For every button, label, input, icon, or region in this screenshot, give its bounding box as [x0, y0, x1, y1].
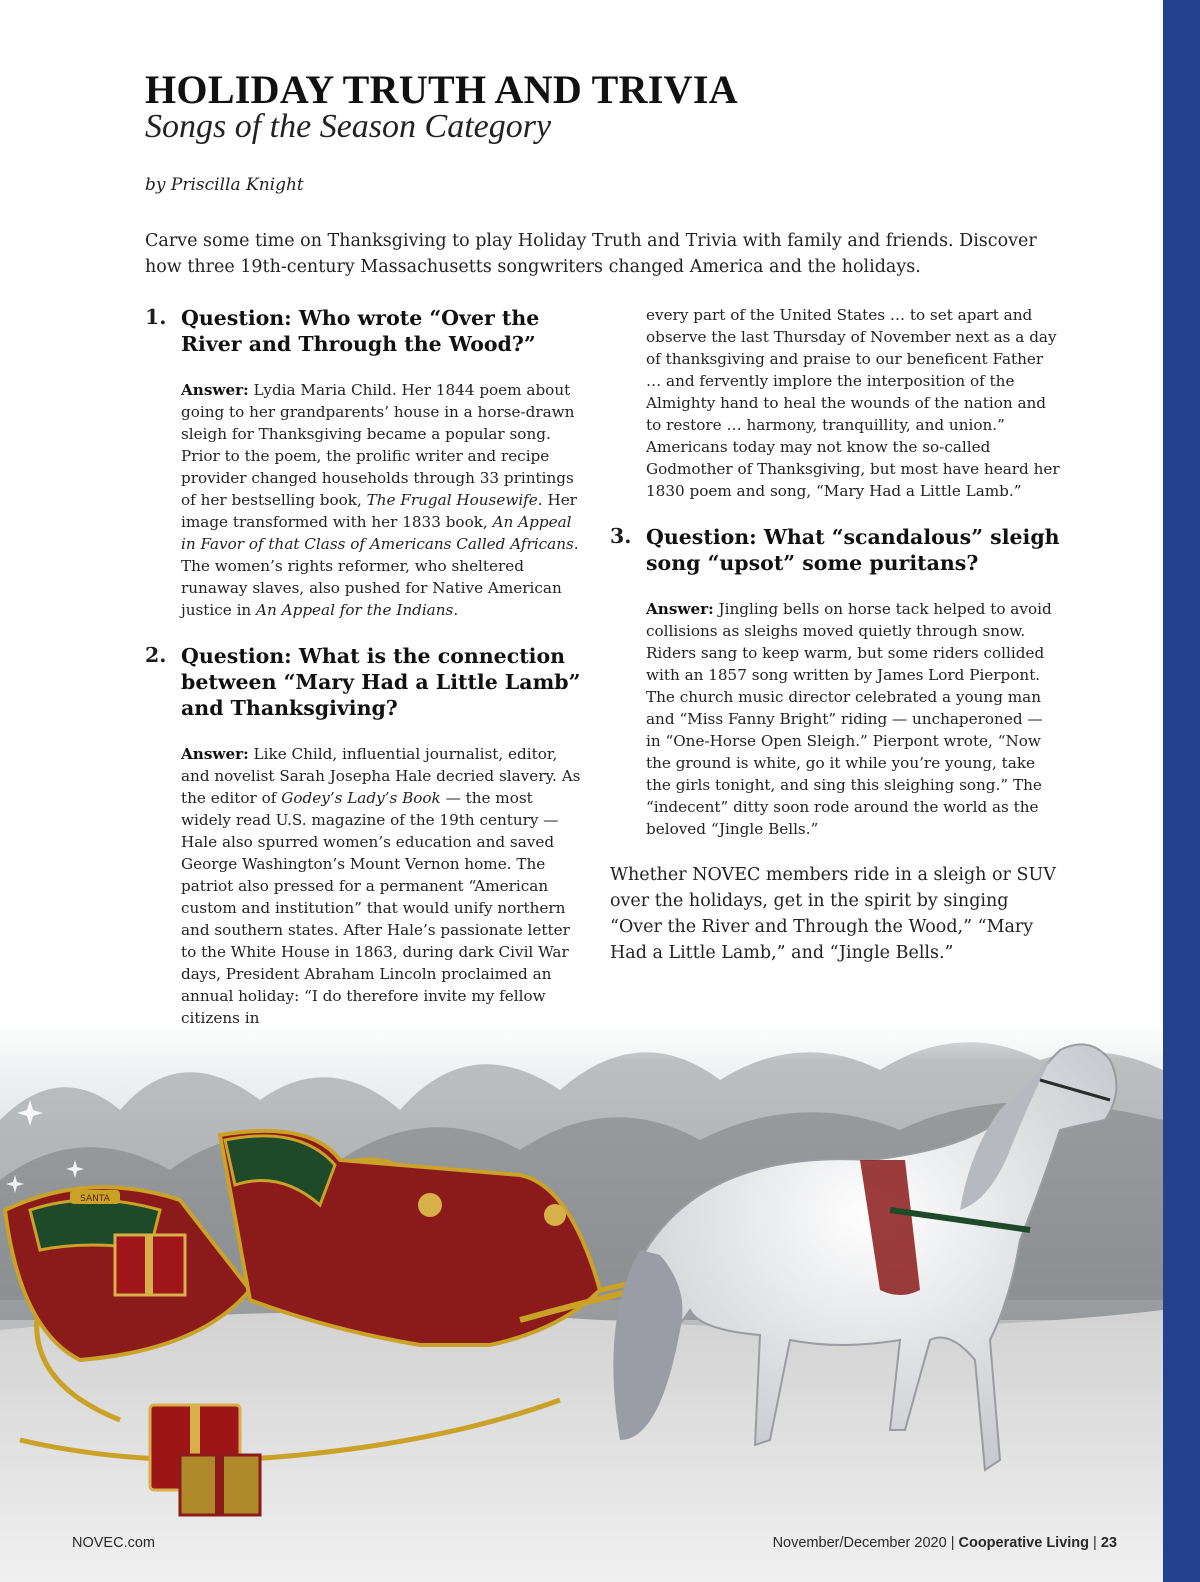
answer-text: Jingling bells on horse tack helped to avoid collisions as sleighs moved quietly through snow. Riders sang to keep warm, but some riders collided with an 1857 song written by James Lord Pierpont. The church music director celebrated a young man and “Miss Fanny Bright” riding — unchaperoned — in “One-Horse Open Sleigh.” Pierpont wrote, “Now the ground is white, go it while you’re young, take the girls tonight, and sing this sleighing song.” The “indecent” ditty soon rode around the world as the beloved “Jingle Bells.” — [646, 600, 1052, 838]
byline: by Priscilla Knight — [145, 175, 304, 195]
answer-text: Like Child, influential journalist, editor, and novelist Sarah Josepha Hale decried slavery. As the editor of — [181, 745, 581, 807]
answer-label: Answer: — [181, 381, 249, 399]
question-1 — [145, 305, 585, 357]
question-heading: Question: Who wrote “Over the River and Through the Wood?” — [181, 306, 540, 356]
sleigh-horse-illustration — [0, 1000, 1163, 1582]
answer-2 — [181, 743, 585, 1029]
answer-text: . The women’s rights reformer, who sheltered runaway slaves, also pushed for Native American justice in — [181, 535, 579, 619]
footer-issue-info — [773, 1535, 1117, 1551]
left-column — [145, 305, 585, 1029]
page-number: 23 — [1100, 1535, 1117, 1551]
intro-paragraph: Carve some time on Thanksgiving to play Holiday Truth and Trivia with family and friends. Discover how three 19th-century Massachusetts songwriters changed America and the holidays. — [145, 231, 1037, 277]
question-3 — [610, 524, 1060, 576]
answer-label: Answer: — [181, 745, 249, 763]
answer-label: Answer: — [646, 600, 714, 618]
answer-text: — the most widely read U.S. magazine of the 19th century — Hale also spurred women’s education and saved George Washington’s Mount Vernon home. The patriot also pressed for a permanent “American custom and institution” that would unify northern and southern states. After Hale’s passionate letter to the White House in 1863, during dark Civil War days, President Abraham Lincoln proclaimed an annual holiday: “I do therefore invite my fellow citizens in — [181, 789, 570, 1027]
book-title: Godey’s Lady’s Book — [281, 789, 441, 807]
footer-separator: | — [946, 1535, 959, 1551]
answer-3 — [646, 598, 1060, 840]
article-title: HOLIDAY TRUTH AND TRIVIA — [145, 67, 738, 112]
footer-site: NOVEC.com — [72, 1535, 155, 1551]
right-column — [610, 304, 1060, 966]
footer-magazine: Cooperative Living — [958, 1535, 1090, 1551]
side-accent-bar — [1163, 0, 1200, 1582]
book-title: An Appeal in Favor of that Class of Americans Called Africans — [181, 513, 574, 553]
question-heading: Question: What is the connection between “Mary Had a Little Lamb” and Thanksgiving? — [181, 644, 581, 720]
book-title: The Frugal Housewife — [366, 491, 538, 509]
closing-paragraph: Whether NOVEC members ride in a sleigh or SUV over the holidays, get in the spirit by singing “Over the River and Through the Wood,” “Mary Had a Little Lamb,” and “Jingle Bells.” — [610, 865, 1056, 963]
answer-1 — [181, 379, 585, 621]
footer-issue: November/December 2020 — [772, 1535, 947, 1551]
question-number: 2. — [145, 643, 167, 667]
answer-text: . — [453, 601, 459, 619]
answer-text: Lydia Maria Child. Her 1844 poem about going to her grandparents’ house in a horse-drawn sleigh for Thanksgiving became a popular song. Prior to the poem, the prolific writer and recipe provider changed households through 33 printings of her bestselling book, — [181, 381, 575, 509]
article-subtitle: Songs of the Season Category — [145, 108, 552, 145]
question-number: 1. — [145, 305, 167, 329]
question-heading: Question: What “scandalous” sleigh song “upsot” some puritans? — [646, 525, 1060, 575]
answer-text: . Her image transformed with her 1833 book, — [181, 491, 577, 531]
question-2 — [145, 643, 585, 721]
question-number: 3. — [610, 524, 632, 548]
footer-separator: | — [1089, 1535, 1101, 1551]
book-title: An Appeal for the Indians — [256, 601, 454, 619]
answer-2-continued: every part of the United States … to set apart and observe the last Thursday of November next as a day of thanksgiving and praise to our beneficent Father … and fervently implore the interposition of the Almighty hand to heal the wounds of the nation and to restore … harmony, tranquillity, and union.” Americans today may not know the so-called Godmother of Thanksgiving, but most have heard her 1830 poem and song, “Mary Had a Little Lamb.” — [646, 306, 1060, 500]
sleigh-plate-text: SANTA — [80, 1194, 110, 1204]
